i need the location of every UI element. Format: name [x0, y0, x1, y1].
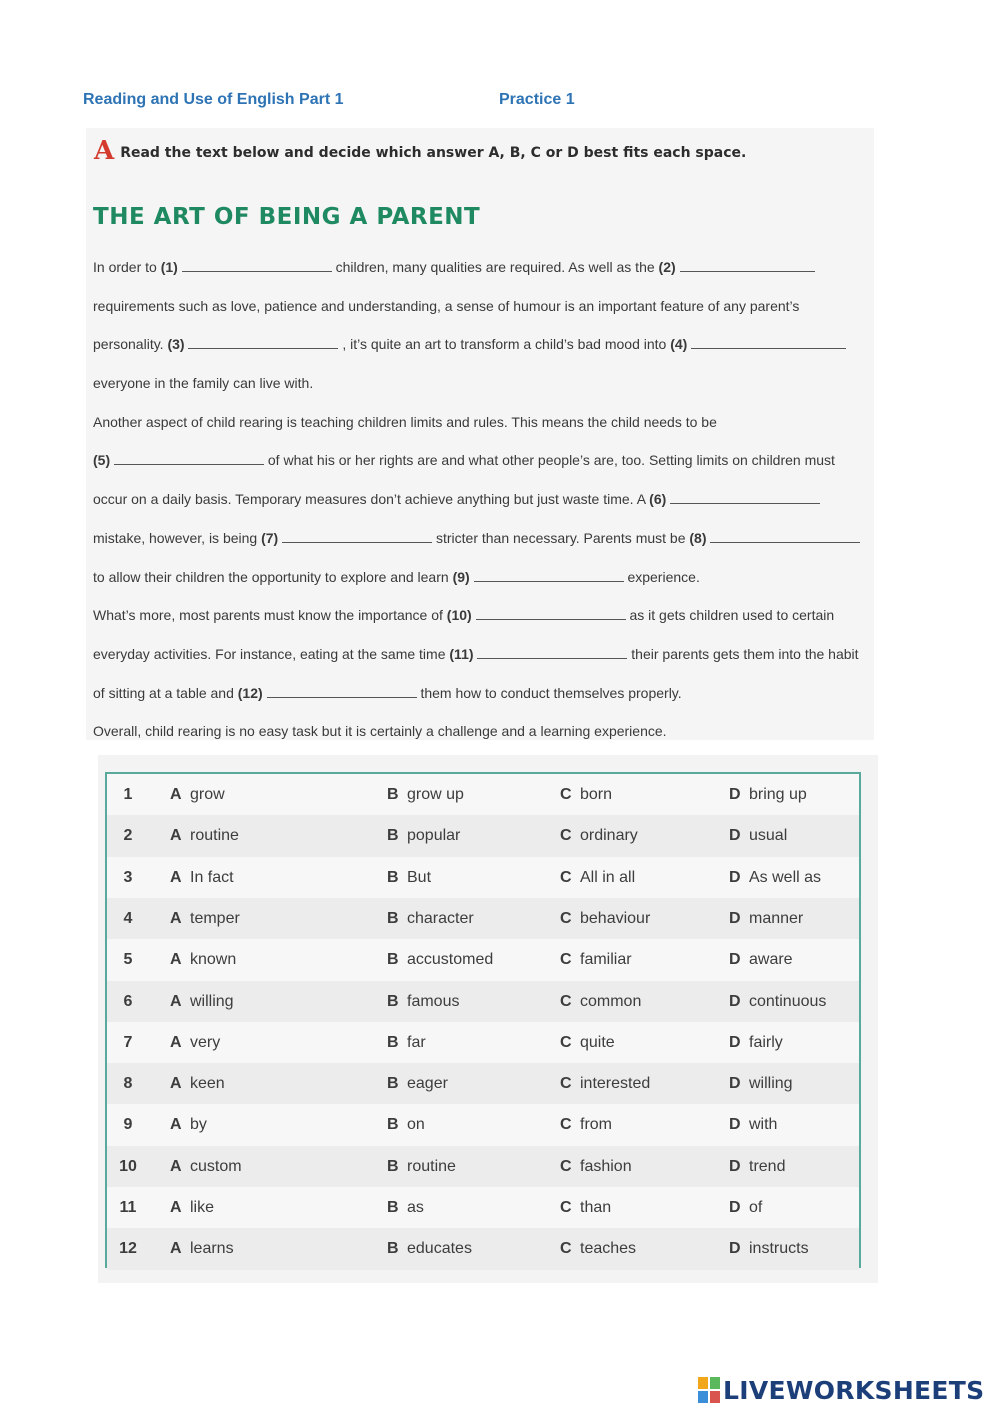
question-number: 4	[123, 909, 133, 927]
option-letter: A	[170, 1240, 182, 1258]
option-row	[107, 898, 859, 939]
passage-text: their parents gets them into the habit	[627, 645, 859, 662]
option-d-text[interactable]: willing	[749, 1075, 793, 1093]
passage-text: everyone in the family can live with.	[93, 375, 314, 392]
option-letter: B	[387, 1240, 399, 1258]
passage-text: stricter than necessary. Parents must be	[432, 529, 690, 546]
passage-text: them how to conduct themselves properly.	[416, 684, 682, 701]
option-letter: C	[560, 1033, 572, 1051]
option-c-text[interactable]: behaviour	[580, 909, 651, 927]
question-number: 12	[119, 1240, 137, 1258]
passage	[93, 248, 873, 751]
option-c-text[interactable]: interested	[580, 1075, 651, 1093]
option-c-text[interactable]: ordinary	[580, 827, 638, 845]
option-d-text[interactable]: instructs	[749, 1240, 809, 1258]
passage-text: occur on a daily basis. Temporary measures don’t achieve anything but just waste time. A	[93, 491, 650, 508]
passage-text: everyday activities. For instance, eating at the same time	[93, 645, 450, 662]
question-number: 9	[123, 1116, 133, 1134]
option-b-text[interactable]: popular	[407, 827, 461, 845]
answer-blank[interactable]	[474, 567, 624, 582]
option-letter: C	[560, 1240, 572, 1258]
passage-text: Overall, child rearing is no easy task but it is certainly a challenge and a learning experience.	[93, 723, 667, 740]
option-b-text[interactable]: eager	[407, 1075, 448, 1093]
option-letter: A	[170, 1075, 182, 1093]
gap-number: (12)	[237, 684, 267, 701]
option-letter: C	[560, 868, 572, 886]
option-b-text[interactable]: grow up	[407, 786, 464, 803]
option-letter: B	[387, 1116, 399, 1134]
option-a-text[interactable]: learns	[190, 1240, 234, 1258]
answer-blank[interactable]	[670, 489, 820, 504]
passage-text: requirements such as love, patience and understanding, a sense of humour is an important feature of any parent’s	[93, 297, 800, 314]
option-letter: C	[560, 1157, 572, 1175]
option-d-text[interactable]: aware	[749, 951, 793, 969]
option-c-text[interactable]: common	[580, 992, 642, 1010]
instruction-text: Read the text below and decide which answer A, B, C or D best fits each space.	[120, 145, 747, 161]
option-letter: A	[170, 868, 182, 886]
passage-line	[93, 596, 873, 635]
question-number: 1	[123, 786, 133, 803]
answer-blank[interactable]	[282, 528, 432, 543]
option-letter: D	[729, 992, 741, 1010]
option-a-text[interactable]: custom	[190, 1157, 242, 1175]
answer-blank[interactable]	[188, 334, 338, 349]
option-letter: A	[170, 1157, 182, 1175]
option-letter: D	[729, 1199, 741, 1216]
passage-line	[93, 674, 873, 713]
option-letter: A	[170, 1033, 182, 1051]
option-d-text[interactable]: bring up	[749, 786, 807, 803]
option-d-text[interactable]: manner	[749, 909, 804, 927]
option-row	[107, 815, 859, 856]
option-letter: D	[729, 868, 741, 886]
answer-blank[interactable]	[476, 605, 626, 620]
option-a-text[interactable]: keen	[190, 1075, 225, 1093]
option-letter: B	[387, 1075, 399, 1093]
option-d-text[interactable]: of	[749, 1199, 763, 1216]
option-c-text[interactable]: teaches	[580, 1240, 637, 1258]
gap-number: (2)	[658, 259, 680, 275]
gap-number: (4)	[670, 336, 692, 353]
option-c-text[interactable]: All in all	[580, 868, 636, 886]
option-a-text[interactable]: temper	[190, 909, 240, 927]
answer-blank[interactable]	[267, 683, 417, 698]
option-letter: B	[387, 868, 399, 886]
gap-number: (7)	[261, 529, 283, 546]
option-letter: D	[729, 786, 741, 803]
gap-number: (3)	[167, 336, 189, 353]
option-b-text[interactable]: far	[407, 1033, 426, 1051]
task-marker: A	[94, 136, 115, 166]
answer-blank[interactable]	[710, 528, 860, 543]
option-b-text[interactable]: famous	[407, 992, 460, 1010]
option-letter: A	[170, 1199, 182, 1216]
passage-line	[93, 287, 873, 326]
option-d-text[interactable]: continuous	[749, 992, 827, 1010]
option-row	[107, 774, 859, 815]
option-row	[107, 1146, 859, 1187]
passage-text: Another aspect of child rearing is teaching children limits and rules. This means the child needs to be	[93, 413, 717, 430]
option-d-text[interactable]: As well as	[749, 868, 822, 886]
option-row	[107, 1228, 859, 1269]
option-a-text[interactable]: grow	[190, 786, 225, 803]
option-letter: A	[170, 786, 182, 803]
option-letter: B	[387, 992, 399, 1010]
option-d-text[interactable]: with	[749, 1116, 778, 1134]
option-letter: C	[560, 1075, 572, 1093]
worksheet-header	[83, 91, 683, 115]
passage-line	[93, 635, 873, 674]
option-letter: A	[170, 992, 182, 1010]
gap-number: (9)	[452, 568, 474, 585]
gap-number: (1)	[160, 259, 182, 275]
passage-text: mistake, however, is being	[93, 529, 262, 546]
option-letter: A	[170, 951, 182, 969]
passage-text: experience.	[623, 568, 700, 585]
gap-number: (5)	[93, 452, 114, 469]
question-number: 8	[123, 1075, 133, 1093]
passage-text: , it’s quite an art to transform a child’s bad mood into	[338, 336, 671, 353]
passage-line	[93, 441, 873, 480]
option-letter: D	[729, 1240, 741, 1258]
question-number: 5	[123, 951, 133, 969]
option-row	[107, 981, 859, 1022]
passage-text: as it gets children used to certain	[625, 607, 835, 624]
passage-text: children, many qualities are required. As well as the	[331, 259, 659, 275]
question-number: 10	[119, 1157, 137, 1175]
option-b-text[interactable]: as	[407, 1199, 424, 1216]
option-row	[107, 1187, 859, 1228]
options-section	[98, 755, 878, 1283]
passage-line	[93, 712, 873, 751]
option-b-text[interactable]: educates	[407, 1240, 472, 1258]
passage-text: What’s more, most parents must know the importance of	[93, 607, 447, 624]
text-section	[86, 128, 874, 740]
answer-blank[interactable]	[182, 257, 332, 272]
option-c-text[interactable]: than	[580, 1199, 612, 1216]
gap-number: (10)	[446, 607, 476, 624]
option-letter: B	[387, 951, 399, 969]
passage-text: of what his or her rights are and what other people’s are, too. Setting limits on children must	[264, 452, 835, 469]
option-a-text[interactable]: routine	[190, 827, 239, 845]
option-row	[107, 1022, 859, 1063]
option-letter: B	[387, 909, 399, 927]
option-b-text[interactable]: character	[407, 909, 474, 927]
answer-blank[interactable]	[691, 334, 846, 349]
option-row	[107, 1063, 859, 1104]
option-b-text[interactable]: routine	[407, 1157, 456, 1175]
option-letter: D	[729, 951, 741, 969]
option-letter: C	[560, 1116, 572, 1134]
question-number: 11	[119, 1199, 137, 1216]
option-a-text[interactable]: willing	[190, 992, 234, 1010]
section-title: Reading and Use of English Part 1	[83, 91, 344, 108]
option-row	[107, 939, 859, 980]
passage-line	[93, 403, 873, 442]
option-letter: A	[170, 909, 182, 927]
option-a-text[interactable]: In fact	[190, 868, 234, 886]
option-a-text[interactable]: very	[190, 1033, 221, 1051]
gap-number: (11)	[449, 645, 478, 662]
option-c-text[interactable]: from	[580, 1116, 612, 1134]
passage-line	[93, 519, 873, 558]
passage-line	[93, 248, 873, 287]
option-letter: C	[560, 909, 572, 927]
passage-text: of sitting at a table and	[93, 684, 238, 701]
question-number: 2	[123, 827, 133, 845]
option-letter: A	[170, 827, 182, 845]
option-row	[107, 857, 859, 898]
gap-number: (8)	[689, 529, 711, 546]
option-c-text[interactable]: fashion	[580, 1157, 632, 1175]
option-d-text[interactable]: trend	[749, 1157, 786, 1175]
option-letter: C	[560, 827, 572, 845]
option-a-text[interactable]: by	[190, 1116, 207, 1134]
option-b-text[interactable]: accustomed	[407, 951, 494, 969]
option-letter: D	[729, 909, 741, 927]
option-letter: D	[729, 1157, 741, 1175]
option-c-text[interactable]: familiar	[580, 951, 632, 969]
instruction	[94, 136, 746, 166]
option-d-text[interactable]: usual	[749, 827, 788, 845]
option-c-text[interactable]: quite	[580, 1033, 615, 1051]
option-letter: B	[387, 1033, 399, 1051]
option-letter: B	[387, 1157, 399, 1175]
option-b-text[interactable]: But	[407, 868, 432, 886]
option-c-text[interactable]: born	[580, 786, 613, 803]
option-letter: C	[560, 1199, 572, 1216]
question-number: 3	[123, 868, 133, 886]
passage-line	[93, 558, 873, 597]
option-b-text[interactable]: on	[407, 1116, 425, 1134]
answer-blank[interactable]	[477, 644, 627, 659]
passage-title: THE ART OF BEING A PARENT	[93, 204, 481, 230]
brand-name: LIVEWORKSHEETS	[723, 1376, 985, 1405]
option-a-text[interactable]: like	[190, 1199, 215, 1216]
passage-text: In order to	[93, 259, 161, 275]
practice-label: Practice 1	[499, 91, 575, 108]
passage-text: to allow their children the opportunity to explore and learn	[93, 568, 453, 585]
option-letter: B	[387, 786, 399, 803]
question-number: 6	[123, 992, 133, 1010]
liveworksheets-logo-icon	[698, 1377, 720, 1403]
option-letter: D	[729, 827, 741, 845]
answer-blank[interactable]	[680, 257, 815, 272]
option-letter: C	[560, 786, 572, 803]
options-table	[105, 772, 861, 1268]
option-row	[107, 1104, 859, 1145]
option-letter: C	[560, 992, 572, 1010]
option-letter: A	[170, 1116, 182, 1134]
passage-line	[93, 325, 873, 364]
passage-line	[93, 364, 873, 403]
answer-blank[interactable]	[114, 450, 264, 465]
option-letter: C	[560, 951, 572, 969]
gap-number: (6)	[649, 491, 671, 508]
question-number: 7	[123, 1033, 133, 1051]
passage-line	[93, 480, 873, 519]
brand-footer	[698, 1376, 984, 1405]
option-letter: D	[729, 1116, 741, 1134]
option-letter: D	[729, 1033, 741, 1051]
option-d-text[interactable]: fairly	[749, 1033, 783, 1051]
option-letter: D	[729, 1075, 741, 1093]
option-a-text[interactable]: known	[190, 951, 237, 969]
option-letter: B	[387, 1199, 399, 1216]
option-letter: B	[387, 827, 399, 845]
passage-text: personality.	[93, 336, 168, 353]
